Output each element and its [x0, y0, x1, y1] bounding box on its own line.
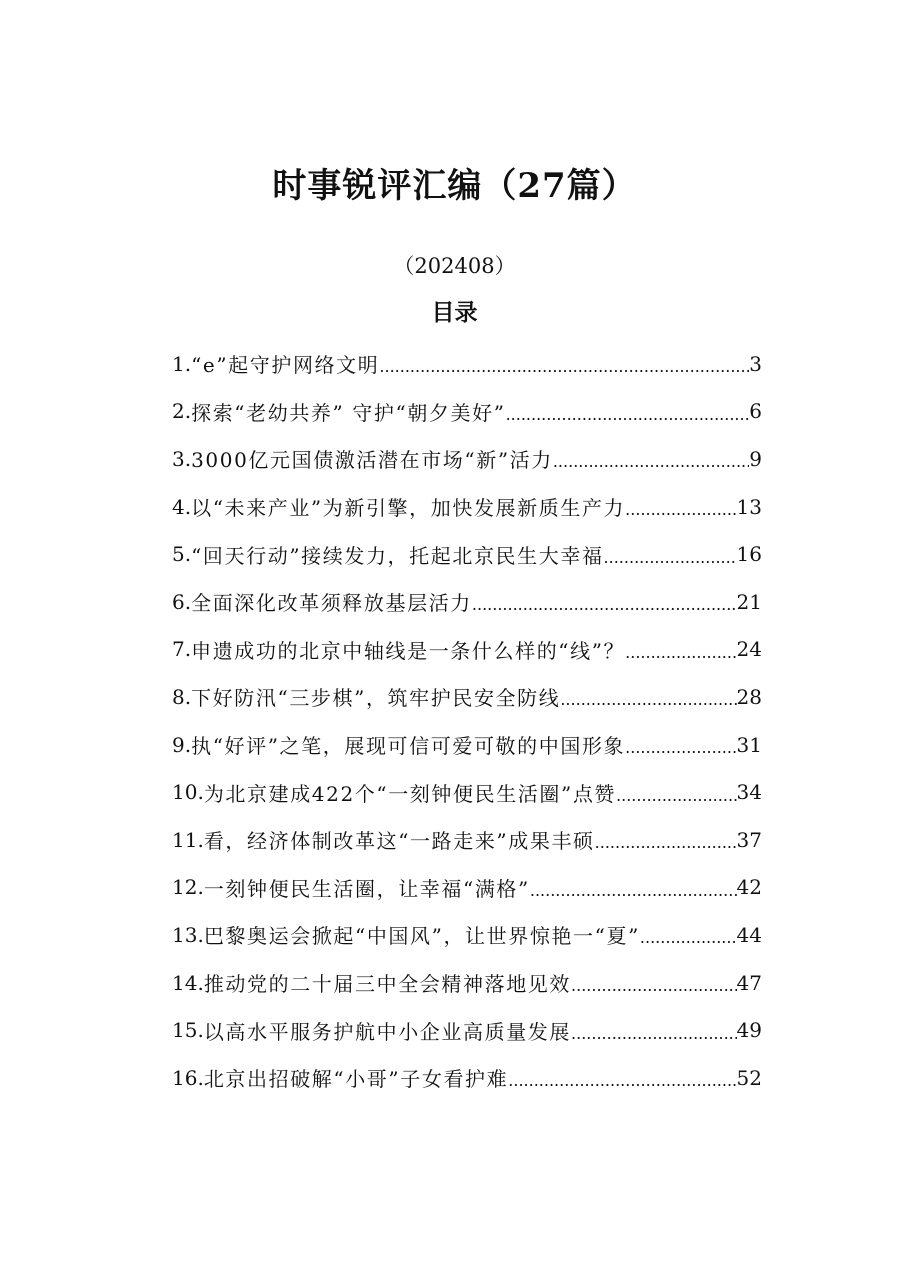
toc-entry-title: 看，经济体制改革这“一路走来”成果丰硕 — [203, 829, 595, 854]
toc-entry-number: 8. — [172, 684, 192, 709]
toc-entry-page: 34 — [736, 780, 762, 805]
toc-entry[interactable] — [172, 911, 762, 959]
toc-leader-dots — [379, 351, 749, 376]
toc-entry[interactable] — [172, 768, 762, 816]
toc-entry[interactable] — [172, 721, 762, 769]
toc-entry-number: 2. — [172, 399, 192, 424]
toc-entry-title: 以高水平服务护航中小企业高质量发展 — [203, 1019, 572, 1044]
toc-entry-page: 42 — [736, 875, 762, 900]
toc-leader-dots — [571, 970, 737, 995]
toc-leader-dots — [625, 494, 736, 519]
toc-leader-dots — [640, 922, 737, 947]
toc-entry[interactable] — [172, 1054, 762, 1102]
toc-entry-title: 北京出招破解“小哥”子女看护难 — [203, 1067, 509, 1092]
toc-entry-title: 一刻钟便民生活圈，让幸福“满格” — [203, 876, 530, 901]
toc-leader-dots — [616, 780, 737, 805]
toc-entry[interactable] — [172, 816, 762, 864]
toc-entry[interactable] — [172, 626, 762, 674]
toc-leader-dots — [571, 1018, 737, 1043]
toc-leader-dots — [506, 399, 750, 424]
toc-entry-number: 14. — [172, 970, 204, 995]
toc-entry-number: 5. — [172, 542, 192, 567]
toc-entry-title: 下好防汛“三步棋”，筑牢护民安全防线 — [191, 686, 561, 711]
toc-entry-number: 12. — [172, 875, 204, 900]
toc-leader-dots — [595, 827, 737, 852]
table-of-contents — [172, 340, 762, 1102]
toc-leader-dots — [604, 542, 737, 567]
toc-entry[interactable] — [172, 1006, 762, 1054]
document-subtitle: （202408） — [393, 254, 516, 278]
toc-entry-page: 24 — [736, 637, 762, 662]
toc-entry[interactable] — [172, 435, 762, 483]
toc-entry[interactable] — [172, 959, 762, 1007]
toc-entry-page: 52 — [736, 1065, 762, 1090]
toc-entry-title: “e”起守护网络文明 — [191, 353, 380, 378]
toc-leader-dots — [508, 1065, 736, 1090]
toc-entry[interactable] — [172, 340, 762, 388]
toc-entry-page: 21 — [736, 589, 762, 614]
toc-entry-title: 探索“老幼共养” 守护“朝夕美好” — [191, 400, 506, 425]
toc-entry-page: 3 — [749, 351, 762, 376]
toc-entry-page: 31 — [736, 732, 762, 757]
toc-entry-page: 28 — [736, 684, 762, 709]
toc-entry-title: 推动党的二十届三中全会精神落地见效 — [203, 972, 572, 997]
toc-entry-number: 3. — [172, 446, 192, 471]
toc-entry[interactable] — [172, 483, 762, 531]
toc-entry-number: 10. — [172, 780, 204, 805]
toc-leader-dots — [530, 875, 737, 900]
toc-entry-title: “回天行动”接续发力，托起北京民生大幸福 — [191, 543, 604, 568]
toc-entry-page: 47 — [736, 970, 762, 995]
toc-entry[interactable] — [172, 530, 762, 578]
toc-entry[interactable] — [172, 388, 762, 436]
toc-entry-page: 13 — [736, 494, 762, 519]
toc-leader-dots — [625, 732, 736, 757]
toc-entry-page: 37 — [736, 827, 762, 852]
toc-entry-number: 1. — [172, 351, 192, 376]
toc-leader-dots — [472, 589, 737, 614]
toc-leader-dots — [625, 637, 736, 662]
toc-entry-title: 全面深化改革须释放基层活力 — [191, 591, 472, 616]
toc-entry-number: 6. — [172, 589, 192, 614]
toc-entry[interactable] — [172, 864, 762, 912]
toc-entry-title: 为北京建成422个“一刻钟便民生活圈”点赞 — [203, 781, 617, 806]
toc-entry-title: 执“好评”之笔，展现可信可爱可敬的中国形象 — [191, 734, 626, 759]
toc-entry-number: 11. — [172, 827, 204, 852]
toc-entry-title: 以“未来产业”为新引擎，加快发展新质生产力 — [191, 496, 626, 521]
toc-leader-dots — [553, 446, 749, 471]
toc-leader-dots — [560, 684, 736, 709]
toc-heading: 目录 — [431, 299, 478, 326]
toc-entry-number: 15. — [172, 1018, 204, 1043]
toc-entry-title: 申遗成功的北京中轴线是一条什么样的“线”？ — [191, 638, 626, 663]
toc-entry-number: 16. — [172, 1065, 204, 1090]
toc-entry-page: 16 — [736, 542, 762, 567]
toc-entry-number: 7. — [172, 637, 192, 662]
toc-entry-page: 6 — [749, 399, 762, 424]
toc-entry-number: 9. — [172, 732, 192, 757]
toc-entry-title: 巴黎奥运会掀起“中国风”，让世界惊艳一“夏” — [203, 924, 640, 949]
toc-entry-number: 4. — [172, 494, 192, 519]
toc-entry[interactable] — [172, 673, 762, 721]
toc-entry[interactable] — [172, 578, 762, 626]
toc-entry-number: 13. — [172, 922, 204, 947]
toc-entry-title: 3000亿元国债激活潜在市场“新”活力 — [191, 448, 553, 473]
toc-entry-page: 9 — [749, 446, 762, 471]
toc-entry-page: 44 — [736, 922, 762, 947]
toc-entry-page: 49 — [736, 1018, 762, 1043]
document-title: 时事锐评汇编（27篇） — [272, 166, 637, 206]
